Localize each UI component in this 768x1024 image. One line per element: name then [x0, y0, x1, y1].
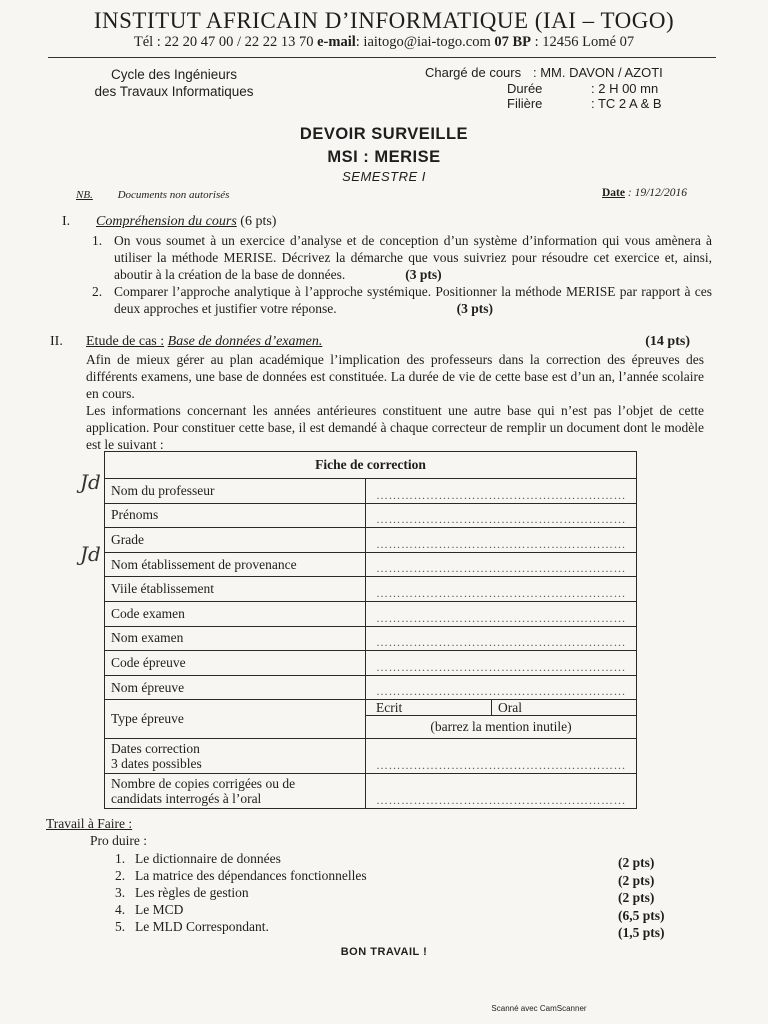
dates-line1: Dates correction	[111, 741, 200, 757]
type-options	[366, 700, 636, 716]
form-row	[105, 626, 637, 651]
form-special-rows	[105, 700, 637, 809]
section2-number: II.	[50, 334, 63, 349]
form-body	[105, 479, 637, 700]
correction-form-table	[104, 451, 637, 809]
exam-semester: SEMESTRE I	[342, 169, 426, 184]
q1-text	[114, 232, 712, 283]
cycle-block	[80, 66, 268, 100]
copies-line2: candidats interrogés à l’oral	[111, 791, 262, 807]
work-title-text: Travail à Faire :	[46, 816, 133, 831]
work-item-text: Le dictionnaire de données	[135, 851, 281, 866]
bp-label: 07 BP	[494, 34, 532, 50]
work-intro: Pro duire :	[90, 833, 147, 848]
form-row-label: Nom examen	[105, 626, 366, 651]
contact-line	[0, 34, 768, 51]
exam-title: DEVOIR SURVEILLE	[299, 125, 469, 143]
form-row	[105, 503, 637, 528]
dates-field[interactable]: ……………………………………………………	[366, 739, 637, 774]
copies-line1: Nombre de copies corrigées ou de	[111, 776, 296, 792]
nb-label: NB.	[76, 189, 93, 201]
form-title: Fiche de correction	[105, 452, 637, 479]
form-row-label: Grade	[105, 528, 366, 553]
q2-num: 2.	[92, 284, 103, 299]
type-ecrit: Ecrit	[366, 700, 492, 715]
form-row-field[interactable]: ……………………………………………………	[366, 479, 637, 504]
work-item	[115, 850, 367, 867]
header-rule	[48, 57, 716, 58]
form-row-copies	[105, 774, 637, 809]
work-item-text: Le MCD	[135, 902, 184, 917]
form-row	[105, 601, 637, 626]
handwritten-annotation-2: Jd	[80, 542, 101, 566]
work-item-number: 3.	[115, 885, 126, 900]
form-row-label: Code examen	[105, 601, 366, 626]
section1-points: (6 pts)	[240, 214, 277, 229]
track-label: Filière	[507, 96, 543, 111]
work-item-points: (1,5 pts)	[618, 925, 665, 940]
section2-para1: Afin de mieux gérer au plan académique l’implication des professeurs dans la correction des épreuves des différents examens, une base de données est constituée. La durée de vie de cette base est d’un an, l’année scolaire en cours.	[86, 352, 704, 401]
q1-block	[92, 232, 712, 283]
dates-label	[105, 739, 366, 774]
form-row-field[interactable]: ……………………………………………………	[366, 528, 637, 553]
work-item-number: 2.	[115, 868, 126, 883]
section2-para2: Les informations concernant les années antérieures constituent une autre base qui n’est pas l’objet de cette application. Pour constituer cette base, il est demandé à chaque correcteur de remplir un document dont le modèle est le suivant :	[86, 403, 704, 452]
form-row-label: Code épreuve	[105, 651, 366, 676]
copies-field[interactable]: ……………………………………………………	[366, 774, 637, 809]
form-row-label: Nom établissement de provenance	[105, 552, 366, 577]
form-row-type	[105, 700, 637, 739]
bp: : 12456 Lomé 07	[534, 34, 635, 50]
track: : TC 2 A & B	[591, 96, 662, 111]
section2-title-prefix: Etude de cas :	[86, 334, 165, 349]
work-points-list	[618, 855, 665, 943]
nb-note	[76, 189, 229, 201]
q2-text	[114, 283, 712, 317]
form-row-label: Viile établissement	[105, 577, 366, 602]
date-value: : 19/12/2016	[627, 187, 687, 199]
work-item-number: 1.	[115, 851, 126, 866]
lecturer-label: Chargé de cours	[425, 65, 522, 80]
q2-points: (3 pts)	[456, 301, 494, 316]
form-row	[105, 651, 637, 676]
form-row	[105, 552, 637, 577]
scanner-watermark: Scanné avec CamScanner	[491, 1004, 587, 1013]
copies-label	[105, 774, 366, 809]
q2-block	[92, 283, 712, 317]
type-oral: Oral	[498, 700, 523, 716]
form-row	[105, 675, 637, 700]
form-row-label: Nom du professeur	[105, 479, 366, 504]
form-row-dates	[105, 739, 637, 774]
work-list	[115, 850, 367, 935]
institute-title: INSTITUT AFRICAIN D’INFORMATIQUE (IAI – TOGO)	[93, 8, 675, 33]
work-item	[115, 901, 367, 918]
section1-heading	[62, 214, 276, 230]
form-row-field[interactable]: ……………………………………………………	[366, 503, 637, 528]
tel: 22 20 47 00 / 22 22 13 70	[164, 34, 314, 50]
email-label: e-mail	[317, 34, 356, 50]
date-label: Date	[602, 187, 625, 199]
q1-num: 1.	[92, 233, 103, 248]
form-row	[105, 479, 637, 504]
work-item-number: 5.	[115, 919, 126, 934]
dates-line2: 3 dates possibles	[111, 756, 202, 772]
duration: : 2 H 00 mn	[591, 80, 659, 96]
lecturer: : MM. DAVON / AZOTI	[533, 65, 663, 80]
form-row-label: Prénoms	[105, 503, 366, 528]
work-item-points: (2 pts)	[618, 855, 655, 870]
section2-points: (14 pts)	[645, 334, 690, 349]
q1-points: (3 pts)	[405, 267, 442, 282]
q1-body: On vous soumet à un exercice d’analyse et de conception d’un système d’information qui vous amènera à utiliser la méthode MERISE. Décrivez la démarche que vous suivriez pour résoudre cet exercice et, ainsi, aboutir à la création de la base de données.	[114, 233, 712, 282]
form-row-field[interactable]: ……………………………………………………	[366, 577, 637, 602]
work-item-text: La matrice des dépendances fonctionnelles	[135, 868, 367, 883]
tel-label: Tél :	[133, 34, 161, 50]
exam-date	[602, 187, 687, 199]
work-item-text: Le MLD Correspondant.	[135, 919, 269, 934]
q2-body: Comparer l’approche analytique à l’approche systémique. Positionner la méthode MERISE par rapport à ces deux approches et justifier votre réponse.	[114, 284, 712, 316]
closing-message: BON TRAVAIL !	[340, 946, 428, 958]
cycle-line1: Cycle des Ingénieurs	[110, 67, 238, 82]
section1-title: Compréhension du cours	[96, 214, 237, 229]
course-meta	[425, 65, 663, 112]
work-item-points: (6,5 pts)	[618, 907, 665, 923]
work-item	[115, 918, 367, 935]
section2-title: Base de données d’examen.	[167, 334, 323, 349]
form-row-label: Nom épreuve	[105, 675, 366, 700]
duration-label: Durée	[507, 80, 543, 96]
type-label: Type épreuve	[105, 700, 366, 739]
type-note: (barrez la mention inutile)	[430, 719, 572, 735]
work-item-points: (2 pts)	[618, 890, 655, 905]
email: : iaitogo@iai-togo.com	[355, 34, 491, 50]
form-row-field[interactable]: ……………………………………………………	[366, 675, 637, 700]
work-item	[115, 884, 367, 901]
form-row-field[interactable]: ……………………………………………………	[366, 601, 637, 626]
form-row-field[interactable]: ……………………………………………………	[366, 651, 637, 676]
form-row	[105, 577, 637, 602]
form-row-field[interactable]: ……………………………………………………	[366, 552, 637, 577]
work-item	[115, 867, 367, 884]
handwritten-annotation-1: Jd	[80, 470, 101, 494]
work-item-points: (2 pts)	[618, 872, 655, 888]
work-item-number: 4.	[115, 902, 126, 917]
nb-text: Documents non autorisés	[117, 189, 230, 201]
type-options-cell	[366, 700, 637, 739]
form-row-field[interactable]: ……………………………………………………	[366, 626, 637, 651]
section1-number: I.	[62, 214, 71, 229]
exam-subject: MSI : MERISE	[327, 148, 441, 166]
form-row	[105, 528, 637, 553]
cycle-line2: des Travaux Informatiques	[94, 84, 254, 99]
section2-heading	[50, 334, 690, 350]
work-item-text: Les règles de gestion	[135, 885, 249, 900]
work-title	[46, 815, 132, 832]
